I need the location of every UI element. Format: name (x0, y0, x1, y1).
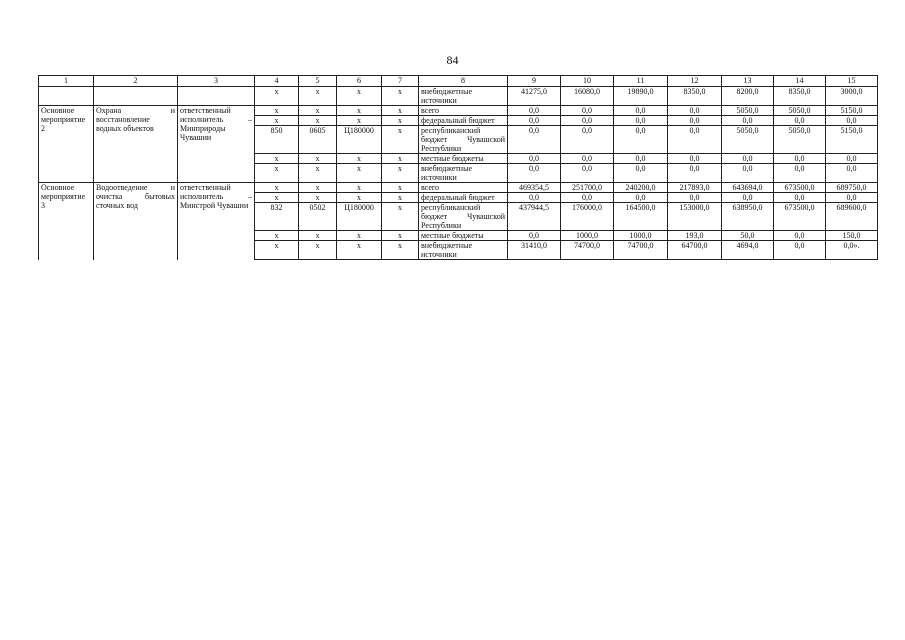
column-number-12: 12 (668, 76, 722, 87)
amount-year-4: 193,0 (668, 231, 722, 241)
section-code: х (299, 231, 337, 241)
amount-year-2: 74700,0 (561, 241, 614, 260)
amount-year-3: 74700,0 (614, 241, 668, 260)
amount-year-7: 3000,0 (826, 87, 878, 106)
target-article-code: Ц180000 (337, 203, 382, 231)
empty-cell (94, 87, 178, 106)
empty-cell (39, 87, 94, 106)
funding-source: республиканский бюджет Чувашской Республики (419, 126, 508, 154)
amount-year-4: 0,0 (668, 106, 722, 116)
amount-year-3: 240200,0 (614, 183, 668, 193)
amount-year-5: 643694,0 (722, 183, 774, 193)
amount-year-3: 164500,0 (614, 203, 668, 231)
amount-year-1: 41275,0 (508, 87, 561, 106)
amount-year-2: 0,0 (561, 106, 614, 116)
grbs-code: х (255, 154, 299, 164)
amount-year-7: 5150,0 (826, 126, 878, 154)
amount-year-7: 5150,0 (826, 106, 878, 116)
amount-year-4: 0,0 (668, 193, 722, 203)
target-article-code: х (337, 154, 382, 164)
funding-source: внебюджетные источники (419, 87, 508, 106)
funding-source: федеральный бюджет (419, 116, 508, 126)
amount-year-1: 0,0 (508, 193, 561, 203)
amount-year-5: 50,0 (722, 231, 774, 241)
expense-group-code: х (382, 106, 419, 116)
amount-year-6: 5050,0 (774, 126, 826, 154)
target-article-code: х (337, 231, 382, 241)
column-number-6: 6 (337, 76, 382, 87)
amount-year-4: 0,0 (668, 116, 722, 126)
amount-year-6: 0,0 (774, 231, 826, 241)
column-number-14: 14 (774, 76, 826, 87)
section-code: х (299, 106, 337, 116)
section-code: х (299, 164, 337, 183)
section-code: х (299, 183, 337, 193)
amount-year-5: 5050,0 (722, 106, 774, 116)
section-code: х (299, 87, 337, 106)
budget-table (38, 75, 878, 260)
column-number-row (39, 76, 878, 87)
amount-year-2: 251700,0 (561, 183, 614, 193)
expense-group-code: х (382, 164, 419, 183)
amount-year-3: 0,0 (614, 193, 668, 203)
funding-source: местные бюджеты (419, 154, 508, 164)
grbs-code: 832 (255, 203, 299, 231)
amount-year-1: 0,0 (508, 231, 561, 241)
amount-year-3: 19890,0 (614, 87, 668, 106)
amount-year-5: 0,0 (722, 154, 774, 164)
responsible-executor: ответственный исполнитель – Минприроды Чувашии (178, 106, 255, 183)
amount-year-5: 5050,0 (722, 126, 774, 154)
amount-year-3: 0,0 (614, 154, 668, 164)
amount-year-7: 150,0 (826, 231, 878, 241)
amount-year-7: 0,0». (826, 241, 878, 260)
amount-year-2: 0,0 (561, 193, 614, 203)
amount-year-6: 0,0 (774, 154, 826, 164)
amount-year-2: 16080,0 (561, 87, 614, 106)
amount-year-2: 0,0 (561, 154, 614, 164)
amount-year-2: 176000,0 (561, 203, 614, 231)
table-row (39, 87, 878, 106)
column-number-5: 5 (299, 76, 337, 87)
amount-year-4: 8350,0 (668, 87, 722, 106)
amount-year-4: 0,0 (668, 154, 722, 164)
funding-source: федеральный бюджет (419, 193, 508, 203)
target-article-code: х (337, 193, 382, 203)
funding-source: республиканский бюджет Чувашской Республики (419, 203, 508, 231)
amount-year-6: 8350,0 (774, 87, 826, 106)
table-row (39, 106, 878, 116)
expense-group-code: х (382, 193, 419, 203)
table-row (39, 183, 878, 193)
amount-year-4: 0,0 (668, 164, 722, 183)
amount-year-1: 0,0 (508, 154, 561, 164)
target-article-code: х (337, 106, 382, 116)
amount-year-7: 0,0 (826, 116, 878, 126)
column-number-4: 4 (255, 76, 299, 87)
expense-group-code: х (382, 183, 419, 193)
amount-year-7: 0,0 (826, 164, 878, 183)
measure-name: Основное мероприятие 3 (39, 183, 94, 260)
amount-year-6: 0,0 (774, 164, 826, 183)
expense-group-code: х (382, 116, 419, 126)
column-number-1: 1 (39, 76, 94, 87)
column-number-15: 15 (826, 76, 878, 87)
amount-year-4: 217893,0 (668, 183, 722, 193)
amount-year-6: 0,0 (774, 241, 826, 260)
amount-year-5: 8200,0 (722, 87, 774, 106)
target-article-code: х (337, 87, 382, 106)
column-number-9: 9 (508, 76, 561, 87)
column-number-13: 13 (722, 76, 774, 87)
target-article-code: х (337, 183, 382, 193)
grbs-code: х (255, 231, 299, 241)
target-article-code: х (337, 164, 382, 183)
amount-year-4: 0,0 (668, 126, 722, 154)
section-code: х (299, 193, 337, 203)
grbs-code: х (255, 241, 299, 260)
grbs-code: х (255, 164, 299, 183)
amount-year-7: 0,0 (826, 193, 878, 203)
amount-year-1: 0,0 (508, 164, 561, 183)
funding-source: внебюджетные источники (419, 241, 508, 260)
amount-year-5: 0,0 (722, 193, 774, 203)
amount-year-3: 0,0 (614, 106, 668, 116)
section-code: х (299, 154, 337, 164)
column-number-2: 2 (94, 76, 178, 87)
target-article-code: Ц180000 (337, 126, 382, 154)
amount-year-1: 437944,5 (508, 203, 561, 231)
measure-description: Водоотведение и очистка бытовых сточных вод (94, 183, 178, 260)
measure-description: Охрана и восстановление водных объектов (94, 106, 178, 183)
amount-year-3: 0,0 (614, 126, 668, 154)
amount-year-1: 0,0 (508, 126, 561, 154)
funding-source: всего (419, 106, 508, 116)
section-code: х (299, 116, 337, 126)
measure-name: Основное мероприятие 2 (39, 106, 94, 183)
amount-year-5: 4694,0 (722, 241, 774, 260)
grbs-code: х (255, 193, 299, 203)
amount-year-5: 0,0 (722, 116, 774, 126)
amount-year-2: 0,0 (561, 116, 614, 126)
grbs-code: х (255, 87, 299, 106)
responsible-executor: ответственный исполнитель – Минстрой Чувашии (178, 183, 255, 260)
funding-source: всего (419, 183, 508, 193)
grbs-code: х (255, 116, 299, 126)
column-number-11: 11 (614, 76, 668, 87)
amount-year-3: 0,0 (614, 164, 668, 183)
column-number-3: 3 (178, 76, 255, 87)
expense-group-code: х (382, 241, 419, 260)
section-code: 0605 (299, 126, 337, 154)
funding-source: местные бюджеты (419, 231, 508, 241)
section-code: 0502 (299, 203, 337, 231)
column-number-10: 10 (561, 76, 614, 87)
grbs-code: 850 (255, 126, 299, 154)
amount-year-2: 0,0 (561, 164, 614, 183)
expense-group-code: х (382, 154, 419, 164)
expense-group-code: х (382, 203, 419, 231)
target-article-code: х (337, 116, 382, 126)
column-number-7: 7 (382, 76, 419, 87)
amount-year-3: 1000,0 (614, 231, 668, 241)
amount-year-5: 0,0 (722, 164, 774, 183)
expense-group-code: х (382, 126, 419, 154)
expense-group-code: х (382, 87, 419, 106)
target-article-code: х (337, 241, 382, 260)
amount-year-1: 0,0 (508, 106, 561, 116)
funding-source: внебюджетные источники (419, 164, 508, 183)
amount-year-5: 638950,0 (722, 203, 774, 231)
amount-year-6: 673500,0 (774, 183, 826, 193)
amount-year-6: 0,0 (774, 116, 826, 126)
amount-year-2: 0,0 (561, 126, 614, 154)
amount-year-6: 5050,0 (774, 106, 826, 116)
amount-year-3: 0,0 (614, 116, 668, 126)
grbs-code: х (255, 106, 299, 116)
grbs-code: х (255, 183, 299, 193)
amount-year-4: 153000,0 (668, 203, 722, 231)
section-code: х (299, 241, 337, 260)
column-number-8: 8 (419, 76, 508, 87)
amount-year-1: 0,0 (508, 116, 561, 126)
amount-year-7: 0,0 (826, 154, 878, 164)
amount-year-1: 469354,5 (508, 183, 561, 193)
page-number: 84 (446, 53, 459, 67)
amount-year-6: 673500,0 (774, 203, 826, 231)
amount-year-7: 689600,0 (826, 203, 878, 231)
empty-cell (178, 87, 255, 106)
amount-year-6: 0,0 (774, 193, 826, 203)
amount-year-2: 1000,0 (561, 231, 614, 241)
expense-group-code: х (382, 231, 419, 241)
amount-year-4: 64700,0 (668, 241, 722, 260)
amount-year-1: 31410,0 (508, 241, 561, 260)
amount-year-7: 689750,0 (826, 183, 878, 193)
